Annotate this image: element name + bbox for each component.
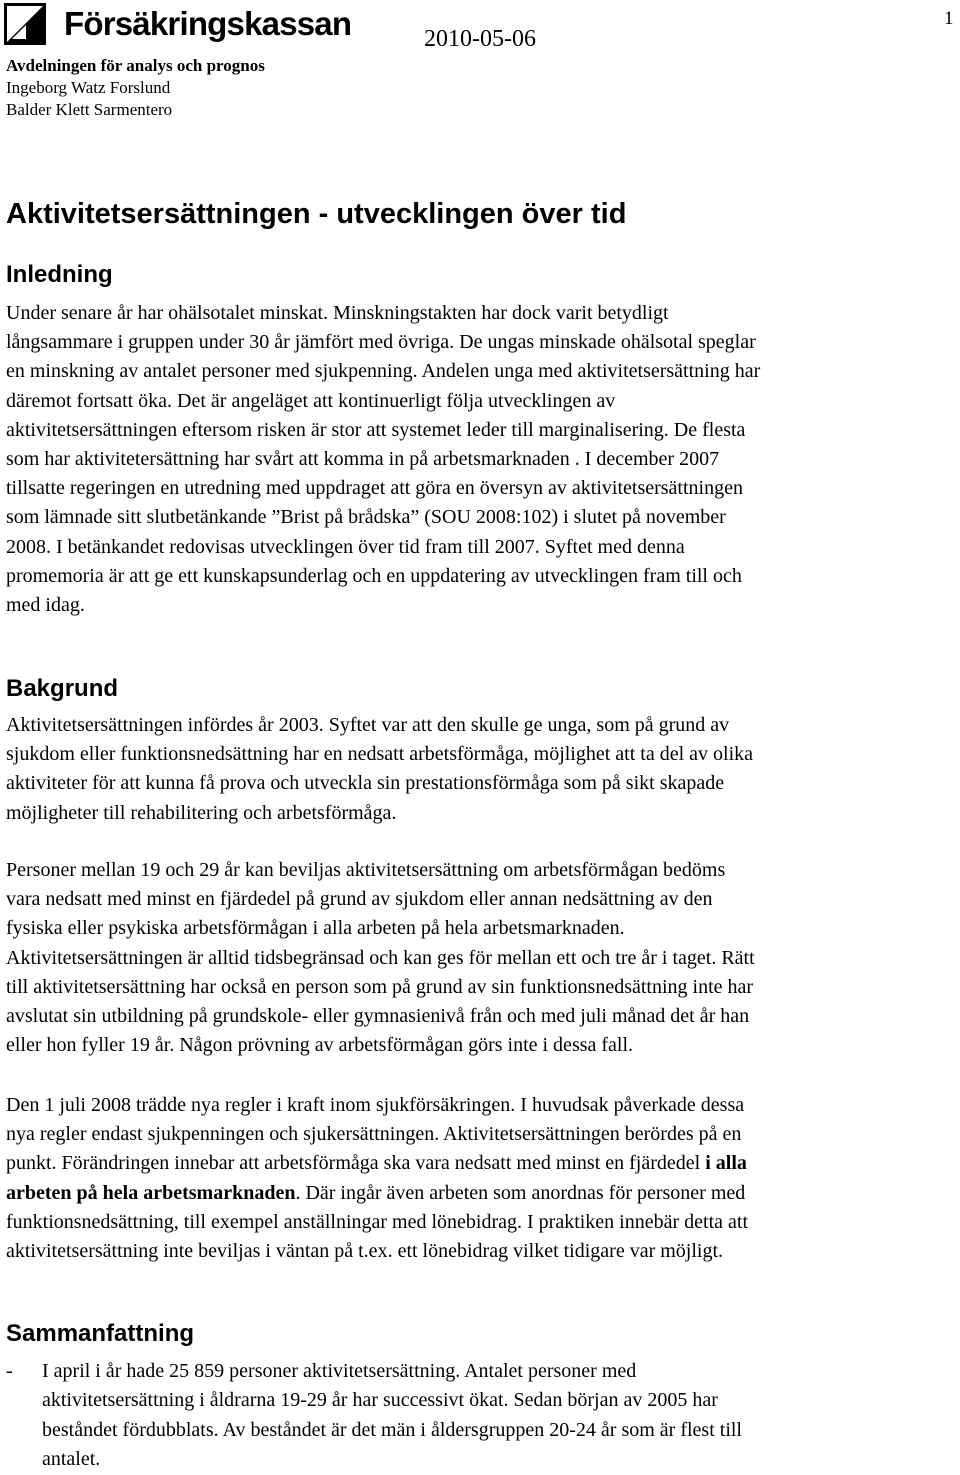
section-heading-inledning: Inledning	[6, 261, 113, 288]
text-line: till aktivitetsersättning har också en person som på grund av sin funktionsnedsättning inte har	[6, 975, 754, 998]
list-bullet: -	[6, 1360, 13, 1382]
text-line: Den 1 juli 2008 trädde nya regler i kraft inom sjukförsäkringen. I huvudsak påverkade dessa	[6, 1094, 745, 1116]
bakgrund-paragraph-3	[6, 1091, 956, 1266]
text-line: aktiviteter för att kunna få prova och utveckla sin prestationsförmåga som på sikt skapade	[6, 772, 725, 795]
text-line: en minskning av antalet personer med sjukpenning. Andelen unga med aktivitetsersättning har	[6, 360, 761, 383]
text-line: Aktivitetsersättningen är alltid tidsbegränsad och kan ges för mellan ett och tre år i taget. Rätt	[6, 946, 755, 969]
text-line: Under senare år har ohälsotalet minskat. Minskningstakten har dock varit betydligt	[6, 302, 669, 324]
text-line: fysiska eller psykiska arbetsförmågan i alla arbeten på hela arbetsmarknaden.	[6, 917, 625, 940]
text-line: aktivitetsersättningen eftersom risken är stor att systemet leder till marginalisering. De flesta	[6, 418, 746, 441]
text-line: vara nedsatt med minst en fjärdedel på grund av sjukdom eller annan nedsättning av den	[6, 888, 713, 911]
text-line: möjligheter till rehabilitering och arbetsförmåga.	[6, 801, 397, 824]
text-segment: . Där ingår även arbeten som anordnas för personer med	[295, 1181, 746, 1204]
bold-text: i alla	[705, 1152, 747, 1175]
section-heading-sammanfattning: Sammanfattning	[6, 1320, 195, 1347]
logo	[4, 2, 351, 46]
text-line: Personer mellan 19 och 29 år kan beviljas aktivitetsersättning om arbetsförmågan bedöms	[6, 859, 726, 881]
text-line: promemoria är att ge ett kunskapsunderlag och en uppdatering av utvecklingen fram till och	[6, 564, 742, 587]
text-line: med idag.	[6, 594, 85, 617]
text-line: beståndet fördubblats. Av beståndet är det män i åldersgruppen 20-24 år som är flest till	[42, 1418, 742, 1441]
text-line: Aktivitetsersättningen infördes år 2003. Syftet var att den skulle ge unga, som på grund av	[6, 714, 730, 736]
list-item	[42, 1357, 952, 1475]
text-line: aktivitetsersättning inte beviljas i väntan på t.ex. ett lönebidrag vilket tidigare var möjligt.	[6, 1240, 724, 1263]
text-line	[6, 1179, 956, 1208]
text-line: däremot fortsatt öka. Det är angeläget att kontinuerligt följa utvecklingen av	[6, 389, 616, 412]
text-line: långsammare i gruppen under 30 år jämfört med övriga. De ungas minskade ohälsotal speglar	[6, 331, 756, 354]
text-line: nya regler endast sjukpenningen och sjukersättningen. Aktivitetsersättningen berördes på en	[6, 1123, 742, 1146]
document-title: Aktivitetsersättningen - utvecklingen över tid	[6, 198, 627, 230]
logo-text: Försäkringskassan	[64, 5, 352, 42]
text-line: avslutat sin utbildning på grundskole- eller gymnasienivå från och med juli månad det år han	[6, 1005, 750, 1028]
bakgrund-paragraph-2	[6, 856, 956, 1060]
text-line: funktionsnedsättning, till exempel anställningar med lönebidrag. I praktiken innebär detta att	[6, 1210, 749, 1233]
document-date: 2010-05-06	[424, 26, 536, 52]
text-line: antalet.	[42, 1448, 101, 1471]
section-heading-bakgrund: Bakgrund	[6, 675, 119, 702]
text-line: som har aktivitetersättning har svårt att komma in på arbetsmarknaden . I december 2007	[6, 448, 720, 471]
text-segment: punkt. Förändringen innebar att arbetsförmåga ska vara nedsatt med minst en fjärdedel	[6, 1152, 706, 1175]
author-name: Balder Klett Sarmentero	[6, 100, 173, 119]
logo-mark-icon	[4, 3, 46, 45]
text-line: 2008. I betänkandet redovisas utvecklingen över tid fram till 2007. Syftet med denna	[6, 535, 685, 558]
department-name: Avdelningen för analys och prognos	[6, 56, 265, 75]
text-line: aktivitetsersättning i åldrarna 19-29 år har successivt ökat. Sedan början av 2005 har	[42, 1389, 718, 1412]
text-line: tillsatte regeringen en utredning med uppdraget att göra en översyn av aktivitetsersättningen	[6, 477, 743, 500]
author-name: Ingeborg Watz Forslund	[6, 78, 171, 97]
text-line: I april i år hade 25 859 personer aktivitetsersättning. Antalet personer med	[42, 1360, 637, 1382]
text-line: sjukdom eller funktionsnedsättning har en nedsatt arbetsförmåga, möjlighet att ta del av olika	[6, 743, 754, 766]
page-number: 1	[944, 8, 954, 29]
text-line	[6, 1149, 956, 1178]
bakgrund-paragraph-1	[6, 711, 956, 828]
text-line: eller hon fyller 19 år. Någon prövning av arbetsförmågan görs inte i dessa fall.	[6, 1034, 634, 1057]
text-line: som lämnade sitt slutbetänkande ”Brist på brådska” (SOU 2008:102) i slutet på november	[6, 506, 726, 529]
bold-text: arbeten på hela arbetsmarknaden	[6, 1181, 296, 1204]
inledning-paragraph	[6, 299, 956, 620]
